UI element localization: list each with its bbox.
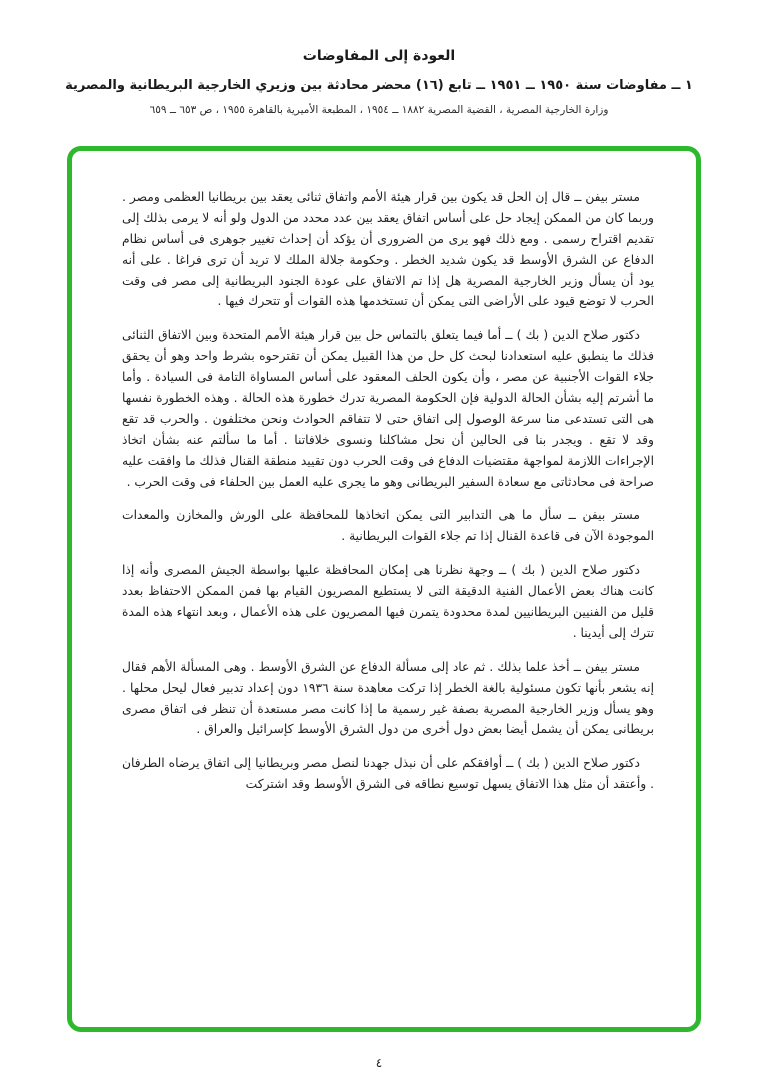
paragraph-bevin-1 [122,187,654,312]
speaker-name: مستر بيفن ــ [573,659,641,674]
speaker-name: دكتور صلاح الدين ( بك ) ــ [499,563,640,578]
paragraph-text: قال إن الحل قد يكون بين قرار هيئة الأمم واتفاق ثنائى يعقد بين بريطانيا العظمى ومصر . وربما كان من الممكن إيجاد حل على أساس اتفاق يعقد بين عدد محدد من الدول ولو أنه لا يرمى بذلك إلى تقديم اقتراح رسمى . ومع ذلك فهو يرى من الضرورى أن يؤكد أن إحداث تغيير جوهرى فى أساس نظام الدفاع عن الشرق الأوسط قد يكون شديد الخطر . وحكومة جلالة الملك لا تريد أن ترى فراغا . على أنه يود أن يسأل وزير الخارجية المصرية هل إذا تم الاتفاق على عودة الجنود البريطانية إلى مصر فى وقت الحرب لا توضع قيود على الأراضى التى يمكن أن تستخدمها هذه القوات أو تتحرك فيها . [122,190,654,309]
paragraph-salaheldin-3 [122,753,654,795]
paragraph-salaheldin-1 [122,325,654,492]
paragraph-text: أخذ علما بذلك . ثم عاد إلى مسألة الدفاع عن الشرق الأوسط . وهى المسألة الأهم فقال إنه يشعر بأنها تكون مسئولية بالغة الخطر إذا تركت معاهدة سنة ١٩٣٦ دون إعداد تدبير فعال ليحل محلها . وهو يسأل وزير الخارجية المصرية بصفة غير رسمية ما إذا كانت مصر مستعدة أن تنظر فى اتفاق مصرى بريطانى يمكن أن يشمل أيضا بعض دول أخرى من دول الشرق الأوسط كإسرائيل والعراق . [122,659,654,737]
speaker-name: دكتور صلاح الدين ( بك ) ــ [505,328,640,343]
page-number: ٤ [375,1056,383,1070]
speaker-name: مستر بيفن ــ [568,508,640,523]
page-header [0,0,758,116]
paragraph-salaheldin-2 [122,560,654,644]
paragraph-text: وجهة نظرنا هى إمكان المحافظة عليها بواسطة الجيش المصرى وأنه إذا كانت هناك بعض الأعمال الفنية الدقيقة التى لا يستطيع المصريون القيام بها فمن الممكن الاحتفاظ بعدد قليل من الفنيين البريطانيين لمدة محدودة يتمرن فيها المصريون على هذه الأعمال ، وبعد انتهاء هذه المدة تترك إلى أيدينا . [122,563,654,640]
speaker-name: دكتور صلاح الدين ( بك ) ــ [506,756,640,771]
paragraph-text: أما فيما يتعلق بالتماس حل بين قرار هيئة الأمم المتحدة وبين الاتفاق الثنائى فذلك ما ينطبق عليه استعدادنا لبحث كل حل من هذا القبيل يمكن أن تقترحوه بشرط واحد وهو أن يحقق جلاء القوات الأجنبية عن مصر ، وأن يكون الحلف المعقود على أساس المساواة التامة فى السيادة . وأما ما أشرتم إليه بشأن الحالة الدولية فإن الحكومة المصرية تدرك خطورة هذه الحالة . وهذه الخطورة نفسها هى التى تستدعى منا سرعة الوصول إلى اتفاق حتى لا تتفاقم الحوادث ونحن مختلفون . والحرب قد تقع وقد لا تقع . ويجدر بنا فى الحالين أن نحل مشاكلنا ونسوى خلافاتنا . أما ما سألتم عنه بشأن اتخاذ الإجراءات اللازمة لمواجهة مقتضيات الدفاع فى وقت الحرب دون تقييد منطقة القنال فذلك ما وافقت عليه صراحة فى محادثاتى مع سعادة السفير البريطانى وهو ما يجرى عليه العمل بين الحلفاء فى وقت الحرب . [122,328,654,489]
speaker-name: مستر بيفن ــ [574,190,640,204]
green-highlight-box [67,146,701,1032]
page-title: العودة إلى المفاوضات [302,48,456,64]
page-subtitle: ١ ــ مفاوضات سنة ١٩٥٠ ــ ١٩٥١ ــ تابع (١٦) محضر محادثة بين وزيري الخارجية البريطانية والمصرية [65,78,693,93]
paragraph-text: أوافقكم على أن نبذل جهدنا لنصل مصر وبريطانيا إلى اتفاق يرضاه الطرفان . وأعتقد أن مثل هذا الاتفاق يسهل توسيع نطاقه فى الشرق الأوسط وقد اشتركت [122,756,654,792]
citation-line: وزارة الخارجية المصرية ، القضية المصرية ١٨٨٢ ــ ١٩٥٤ ، المطبعة الأميرية بالقاهرة ١٩٥٥ ، ص ٦٥٣ ــ ٦٥٩ [149,104,609,116]
paragraph-bevin-2 [122,505,654,547]
document-body [72,151,696,795]
paragraph-text: سأل ما هى التدابير التى يمكن اتخاذها للمحافظة على الورش والمخازن والمعدات الموجودة الآن فى قاعدة القنال إذا تم جلاء القوات البريطانية . [122,508,654,544]
paragraph-bevin-3 [122,657,654,741]
